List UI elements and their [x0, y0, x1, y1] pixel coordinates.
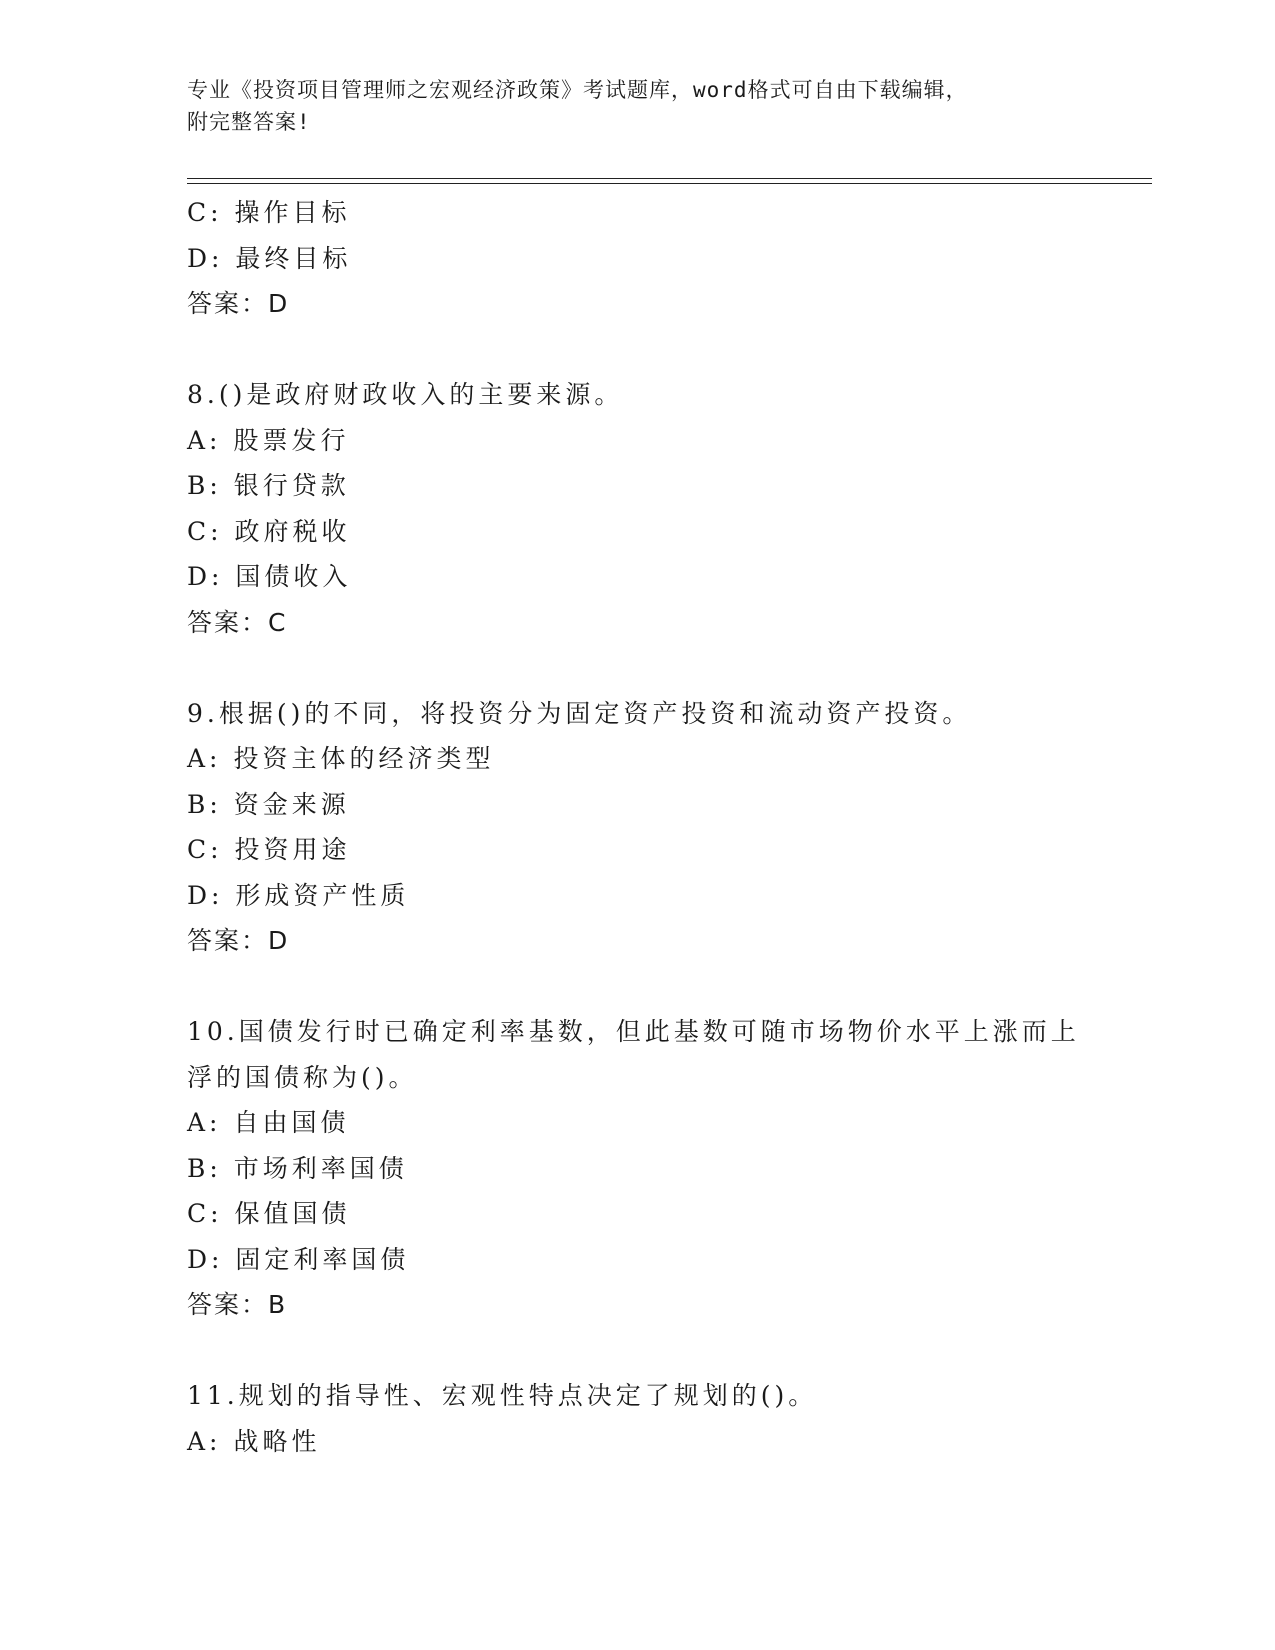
option-text: 资金来源	[233, 789, 350, 819]
option-text: 投资用途	[234, 835, 351, 864]
option-line	[187, 554, 1087, 600]
spacer	[187, 645, 1087, 691]
option-label: D:	[187, 1244, 224, 1274]
question-stem-line-1: 10.国债发行时已确定利率基数，但此基数可随市场物价水平上涨而上	[187, 1017, 1080, 1046]
option-text: 最终目标	[235, 243, 352, 273]
option-label: C:	[187, 198, 223, 227]
option-label: C:	[187, 516, 223, 546]
option-line	[187, 1237, 1087, 1283]
option-text: 国债收入	[235, 562, 352, 591]
option-text: 战略性	[233, 1426, 321, 1456]
header-divider-top	[187, 178, 1152, 179]
option-line	[187, 418, 1087, 464]
option-text: 保值国债	[234, 1199, 351, 1228]
option-line	[187, 873, 1087, 919]
header-line-1: 专业《投资项目管理师之宏观经济政策》考试题库，word格式可自由下载编辑，	[187, 78, 968, 102]
question-stem: 9.根据()的不同，将投资分为固定资产投资和流动资产投资。	[187, 698, 972, 728]
answer-line: 答案：C	[187, 607, 288, 637]
option-line	[187, 1146, 1087, 1192]
option-line	[187, 827, 1087, 873]
question-list	[187, 190, 1087, 1464]
question-stem-line-2: 浮的国债称为()。	[187, 1062, 418, 1092]
option-text: 固定利率国债	[235, 1244, 410, 1274]
option-text: 自由国债	[233, 1108, 350, 1137]
option-line	[187, 782, 1087, 828]
option-line	[187, 509, 1087, 555]
option-line	[187, 236, 1087, 282]
option-label: A:	[187, 1426, 222, 1456]
option-label: B:	[187, 471, 222, 500]
spacer	[187, 1328, 1087, 1374]
option-line	[187, 1100, 1087, 1146]
question-stem: 8.()是政府财政收入的主要来源。	[187, 380, 624, 409]
option-text: 投资主体的经济类型	[233, 744, 495, 773]
spacer	[187, 327, 1087, 373]
option-label: B:	[187, 789, 222, 819]
option-line	[187, 1191, 1087, 1237]
option-label: B:	[187, 1153, 222, 1183]
option-label: A:	[187, 744, 222, 773]
option-text: 政府税收	[234, 516, 351, 546]
answer-line: 答案：D	[187, 289, 290, 318]
header-line-2: 附完整答案!	[187, 110, 311, 134]
spacer	[187, 964, 1087, 1010]
option-label: D:	[187, 880, 224, 910]
option-text: 形成资产性质	[235, 880, 410, 910]
option-label: A:	[187, 425, 222, 455]
option-line	[187, 190, 1087, 236]
option-text: 银行贷款	[233, 471, 350, 500]
option-label: D:	[187, 243, 224, 273]
option-line	[187, 1419, 1087, 1465]
document-header	[187, 74, 1087, 138]
question-stem: 11.规划的指导性、宏观性特点决定了规划的()。	[187, 1381, 818, 1410]
answer-line: 答案：D	[187, 926, 290, 955]
answer-line: 答案：B	[187, 1290, 288, 1319]
option-label: C:	[187, 1199, 223, 1228]
option-label: C:	[187, 835, 223, 864]
option-text: 操作目标	[234, 198, 351, 227]
option-line	[187, 736, 1087, 782]
option-text: 股票发行	[233, 425, 350, 455]
option-line	[187, 463, 1087, 509]
option-text: 市场利率国债	[233, 1153, 408, 1183]
option-label: D:	[187, 562, 224, 591]
option-label: A:	[187, 1108, 222, 1137]
header-divider-bottom	[187, 183, 1152, 184]
